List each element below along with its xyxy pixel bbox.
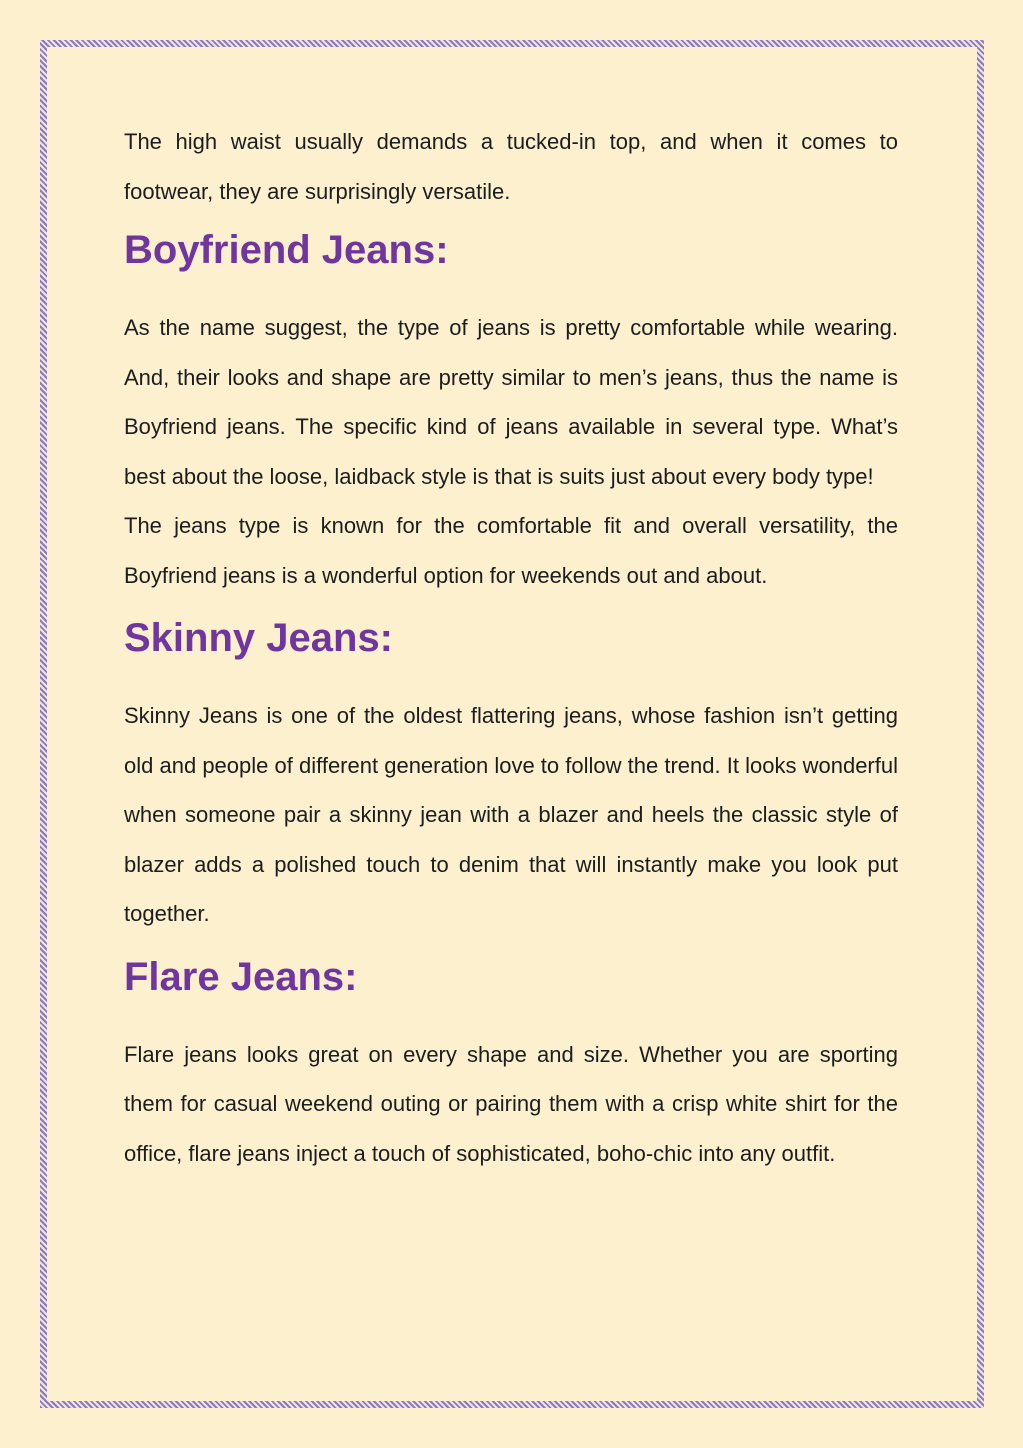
section-heading-flare-jeans: Flare Jeans:	[124, 954, 358, 999]
flare-jeans-paragraph: Flare jeans looks great on every shape and size. Whether you are sporting them for casual weekend outing or pairing them with a crisp white shirt for the office, flare jeans inject a touch of sophisticated, boho-chic into any outfit.	[124, 1041, 898, 1166]
boyfriend-jeans-paragraph-1: As the name suggest, the type of jeans is pretty comfortable while wearing. And, their looks and shape are pretty similar to men’s jeans, thus the name is Boyfriend jeans. The specific kind of jeans available in several type. What’s best about the loose, laidback style is that is suits just about every body type!	[124, 315, 898, 489]
section-heading-skinny-jeans: Skinny Jeans:	[124, 616, 394, 660]
section-heading-boyfriend-jeans: Boyfriend Jeans:	[124, 228, 449, 272]
document-body	[124, 117, 898, 1178]
intro-paragraph: The high waist usually demands a tucked-in top, and when it comes to footwear, they are surprisingly versatile.	[124, 129, 898, 204]
skinny-jeans-paragraph: Skinny Jeans is one of the oldest flattering jeans, whose fashion isn’t getting old and people of different generation love to follow the trend. It looks wonderful when someone pair a skinny jean with a blazer and heels the classic style of blazer adds a polished touch to denim that will instantly make you look put together.	[124, 703, 898, 926]
boyfriend-jeans-paragraph-2: The jeans type is known for the comfortable fit and overall versatility, the Boyfriend jeans is a wonderful option for weekends out and about.	[124, 513, 898, 588]
